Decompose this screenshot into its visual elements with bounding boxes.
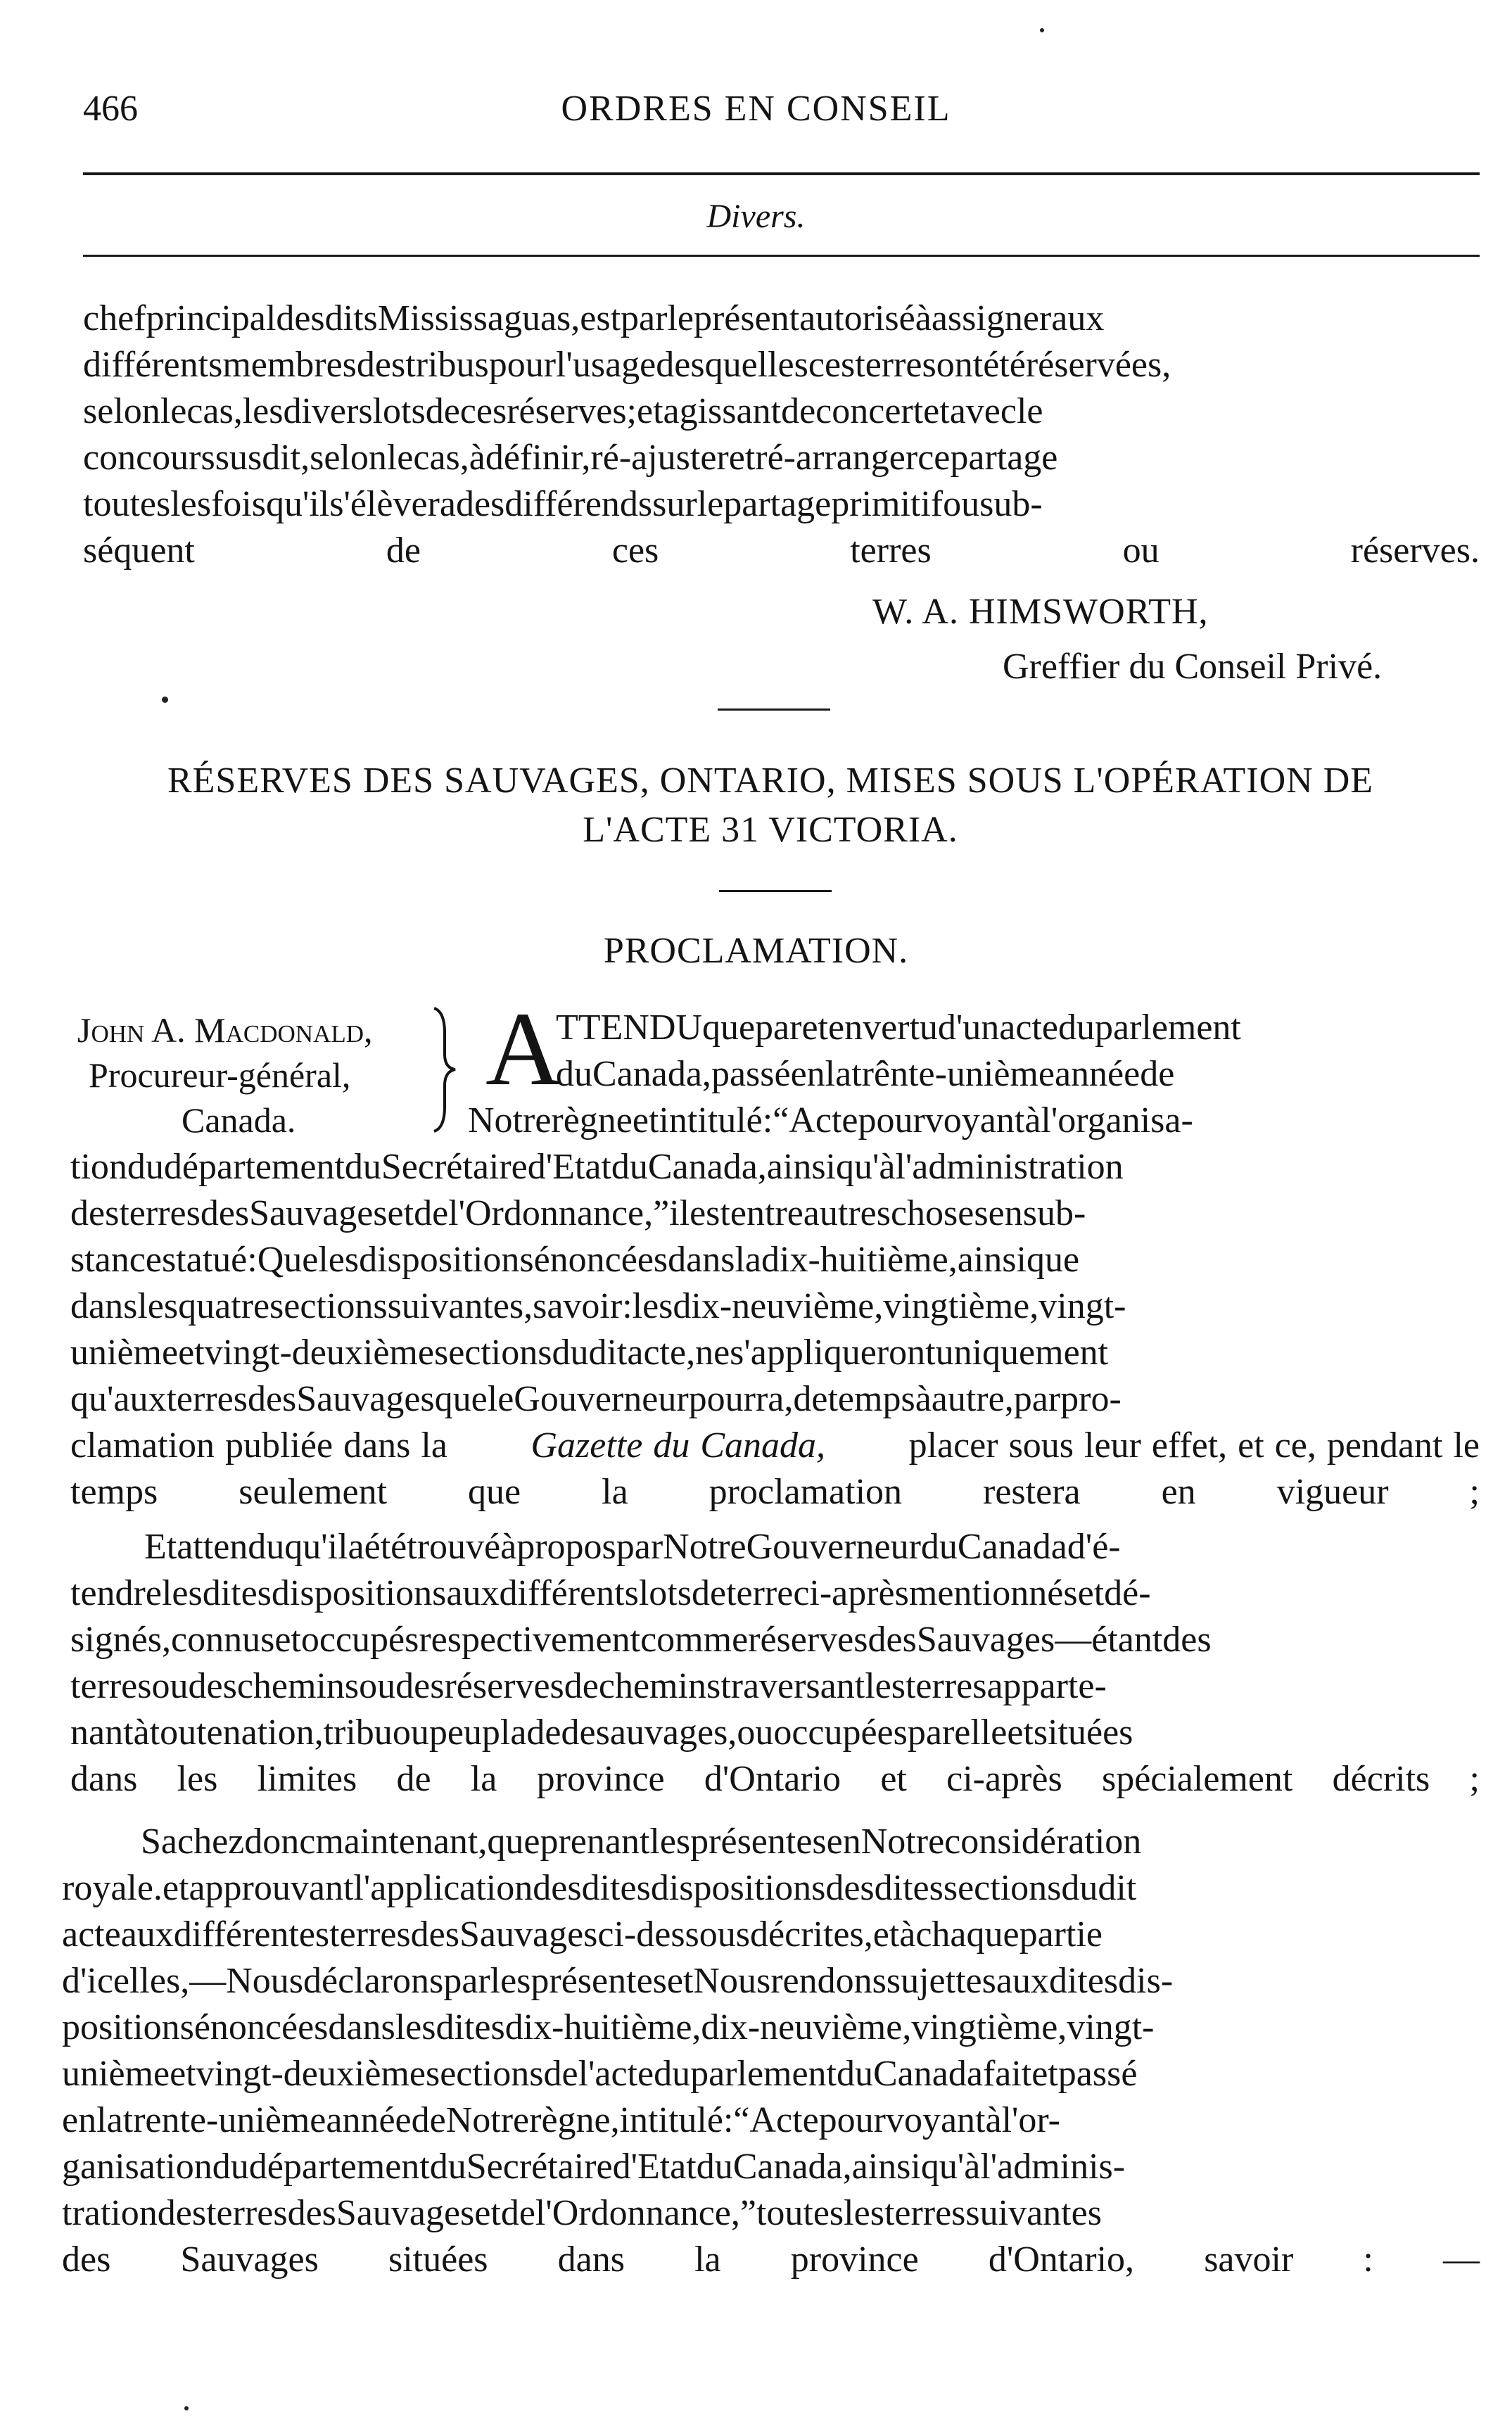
text-line: Notrerègneetintitulé:“Actepourvoyantàl'organisa- (468, 1100, 1193, 1140)
section-title-line1: RÉSERVES DES SAUVAGES, ONTARIO, MISES SOUS L'OPÉRATION DE (167, 761, 1374, 801)
separator-rule (719, 890, 832, 892)
section-title-line2: L'ACTE 31 VICTORIA. (583, 810, 958, 850)
text-line: trationdesterresdesSauvagesetdel'Ordonnance,”touteslesterressuivantes (62, 2193, 1102, 2233)
signature-title: Greffier du Conseil Privé. (1003, 647, 1383, 687)
drop-cap: A (485, 991, 562, 1107)
text-line: temps seulement que la proclamation restera en vigueur ; (70, 1472, 1480, 1512)
text-line: royale.etapprouvantl'applicationdesditesdispositionsdesditessectionsdudit (62, 1868, 1137, 1908)
text-line: acteauxdifférentesterresdesSauvagesci-dessousdécrites,etàchaquepartie (62, 1914, 1103, 1955)
stray-dot (162, 697, 168, 703)
stray-dot (184, 2406, 189, 2410)
text-line: d'icelles,—NousdéclaronsparlesprésentesetNousrendonssujettesauxditesdis- (62, 1961, 1174, 2001)
separator-rule (718, 708, 830, 711)
text-line: desterresdesSauvagesetdel'Ordonnance,”ilestentreautreschosesensub- (70, 1193, 1086, 1233)
text-line: signés,connusetoccupésrespectivementcommeréservesdesSauvages—étantdes (70, 1620, 1212, 1660)
proclamation-third-line (468, 1098, 1480, 1144)
gazette-title: Gazette du Canada, (531, 1425, 826, 1466)
text-line: dans les limites de la province d'Ontario et ci-après spécialement décrits ; (70, 1759, 1480, 1799)
text-line: tiondudépartementduSecrétaired'EtatduCanada,ainsiqu'àl'administration (70, 1147, 1124, 1187)
text-line: concourssusdit,selonlecas,àdéfinir,ré-ajusteretré-arrangercepartage (83, 438, 1058, 478)
text-line: touteslesfoisqu'ils'élèveradesdifférendssurlepartageprimitifousub- (83, 484, 1043, 524)
running-title: ORDRES EN CONSEIL (561, 89, 951, 129)
text-line: chefprincipaldesditsMississaguas,estparleprésentautoriséàassigneraux (83, 298, 1105, 338)
text-line: positionsénoncéesdanslesditesdix-huitième,dix-neuvième,vingtième,vingt- (62, 2007, 1155, 2047)
text-line: duCanada,passéenlatrênte-unièmeannéede (556, 1054, 1175, 1094)
text-line: tendrelesditesdispositionsauxdifférentslotsdeterreci-aprèsmentionnésetdé- (70, 1573, 1151, 1613)
text-line: séquent de ces terres ou réserves. (83, 530, 1480, 571)
sidenote-role: Procureur-général, (89, 1055, 351, 1095)
second-paragraph (70, 1524, 1480, 1803)
intro-paragraph (83, 296, 1480, 574)
section-label: Divers. (706, 198, 806, 235)
proclamation-heading: PROCLAMATION. (603, 931, 909, 971)
proclamation-body (70, 1144, 1480, 1515)
header-rule-top (83, 172, 1480, 175)
text-line: nantàtoutenation,tribuoupeupladedesauvages,ouoccupéesparelleetsituées (70, 1713, 1133, 1753)
page-number: 466 (83, 89, 138, 129)
third-paragraph (62, 1819, 1480, 2283)
sidenote-name: John A. Macdonald, (77, 1010, 373, 1050)
text-line: enlatrente-unièmeannéedeNotrerègne,intitulé:“Actepourvoyantàl'or- (62, 2100, 1061, 2140)
text-line: Sachezdoncmaintenant,queprenantlesprésentesenNotreconsidération (141, 1822, 1142, 1862)
text-line: stancestatué:Quelesdispositionsénoncéesdansladix-huitième,ainsique (70, 1240, 1080, 1280)
text-line-gazette: clamation publiée dans la Gazette du Canada, placer sous leur effet, et ce, pendant le (70, 1423, 1480, 1469)
sidenote-country: Canada. (182, 1100, 296, 1140)
text-line: terresoudescheminsoudesréservesdecheminstraversantlesterresapparte- (70, 1666, 1107, 1706)
text-line: des Sauvages situées dans la province d'Ontario, savoir : — (62, 2239, 1480, 2280)
text-line: Etattenduqu'ilaététrouvéàproposparNotreGouverneurduCanadad'é- (144, 1527, 1121, 1567)
text-line: unièmeetvingt-deuxièmesectionsdel'acteduparlementduCanadafaitetpassé (62, 2054, 1138, 2094)
signature-name: W. A. HIMSWORTH, (872, 592, 1209, 632)
text-line: différentsmembresdestribuspourl'usagedesquellescesterresontétéréservées, (83, 345, 1171, 385)
text-line: danslesquatresectionssuivantes,savoir:lesdix-neuvième,vingtième,vingt- (70, 1286, 1126, 1326)
text-line: selonlecas,lesdiverslotsdecesréserves;etagissantdeconcertetavecle (83, 391, 1043, 431)
header-rule-bottom (83, 255, 1480, 257)
stray-dot (1040, 28, 1044, 32)
text-line: TTENDUqueparetenvertud'unacteduparlement (556, 1008, 1241, 1048)
text-line: ganisationdudépartementduSecrétaired'EtatduCanada,ainsiqu'àl'adminis- (62, 2147, 1126, 2187)
section-title (70, 756, 1470, 855)
text-line: unièmeetvingt-deuxièmesectionsduditacte,nes'appliquerontuniquement (70, 1333, 1109, 1373)
proclamation-first-lines (556, 1005, 1480, 1098)
text-line: qu'auxterresdesSauvagesqueleGouverneurpourra,detempsàautre,parpro- (70, 1379, 1122, 1419)
sidenote (77, 1008, 422, 1143)
brace-icon (431, 1005, 459, 1135)
